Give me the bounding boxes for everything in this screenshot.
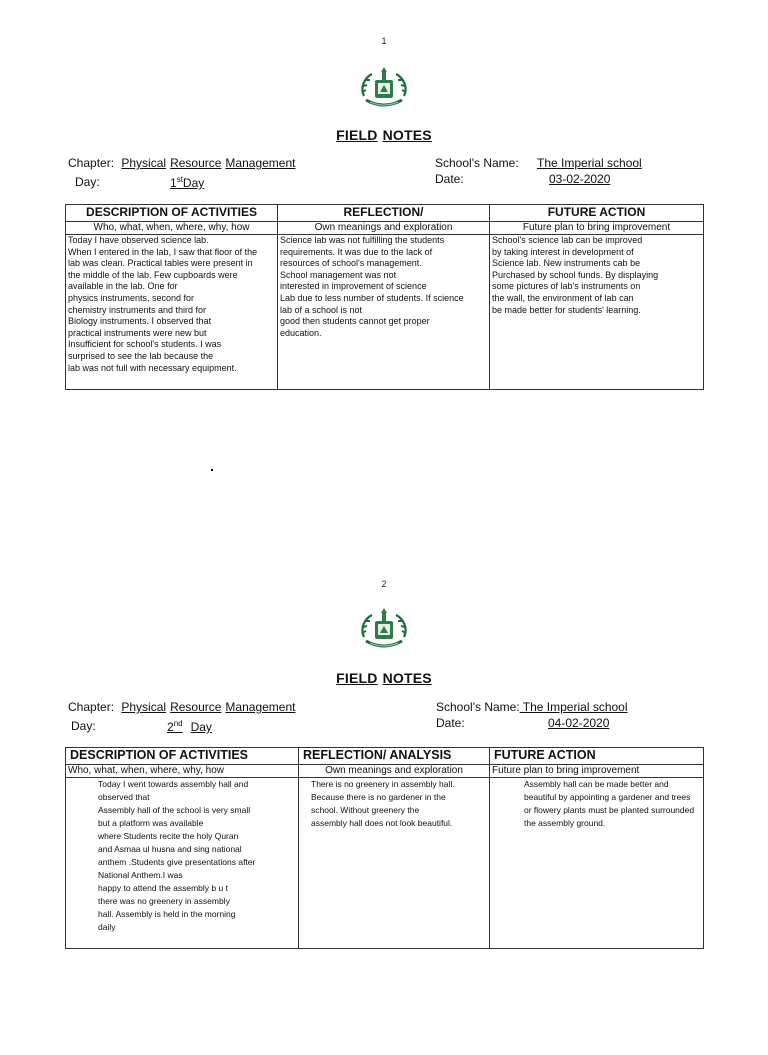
school-name-label: School's Name: <box>435 156 519 170</box>
date-label: Date: <box>435 172 464 186</box>
chapter-value: Physical Resource Management <box>121 700 296 714</box>
header-future-action: FUTURE ACTION <box>490 748 704 765</box>
header-description: DESCRIPTION OF ACTIVITIES <box>66 748 299 765</box>
school-name-value: The Imperial school <box>519 700 628 714</box>
chapter-label: Chapter: <box>68 156 115 170</box>
page-1 <box>0 0 768 512</box>
page-number: 1 <box>381 36 387 46</box>
day-value: 1stDay <box>170 175 205 190</box>
reflection-cell: Science lab was not fulfilling the students requirements. It was due to the lack of resources of school's management. School management was not interested in improvement of science Lab due to less number of students. If science lab of a school is not good then students cannot get proper education. <box>278 235 490 390</box>
date-value: 04-02-2020 <box>548 716 610 730</box>
day-label: Day: <box>75 175 100 189</box>
header-reflection: REFLECTION/ ANALYSIS <box>299 748 490 765</box>
page-2 <box>0 543 768 1055</box>
day-label: Day: <box>71 719 96 733</box>
date-value: 03-02-2020 <box>549 172 611 186</box>
field-notes-title: FIELD NOTES <box>336 127 432 143</box>
chapter-label: Chapter: <box>68 700 115 714</box>
description-cell: Today I went towards assembly hall and observed that Assembly hall of the school is very small but a platform was available where Students recite the holy Quran and Asmaa ul husna and sing national anthem .Students give presentations after National Anthem.I was happy to attend the assembly b u t there was no greenery in assembly hall. Assembly is held in the morning daily <box>66 778 299 949</box>
future-action-cell: Assembly hall can be made better and beautiful by appointing a gardener and trees or flowery plants must be planted surrounded the assembly ground. <box>490 778 704 949</box>
stray-mark <box>211 469 213 471</box>
page-number: 2 <box>381 579 387 589</box>
chapter-row <box>68 156 295 170</box>
header-description: DESCRIPTION OF ACTIVITIES <box>66 205 278 222</box>
field-notes-table <box>65 747 704 949</box>
subheader-reflection: Own meanings and exploration <box>278 222 490 235</box>
school-name-label: School's Name: The Imperial school <box>436 700 628 714</box>
subheader-future-action: Future plan to bring improvement <box>490 222 704 235</box>
description-cell: Today I have observed science lab. When I entered in the lab, I saw that floor of the lab was clean. Practical tables were present in the middle of the lab. Few cupboards were available in the lab. One for physics instruments, second for chemistry instruments and third for Biology instruments. I observed that practical instruments were new but Insufficient for school's students. I was surprised to see the lab because the lab was not full with necessary equipment. <box>66 235 278 390</box>
subheader-future-action: Future plan to bring improvement <box>490 765 704 778</box>
subheader-description: Who, what, when, where, why, how <box>66 222 278 235</box>
school-name-value: The Imperial school <box>537 156 642 170</box>
chapter-value: Physical Resource Management <box>121 156 296 170</box>
university-seal-logo <box>356 66 412 110</box>
subheader-reflection: Own meanings and exploration <box>299 765 490 778</box>
future-action-cell: School's science lab can be improved by taking interest in development of Science lab. New instruments cab be Purchased by school funds. By displaying some pictures of lab's instruments on the wall, the environment of lab can be made better for students' learning. <box>490 235 704 390</box>
chapter-row <box>68 700 295 714</box>
reflection-cell: There is no greenery in assembly hall. Because there is no gardener in the school. Without greenery the assembly hall does not look beautiful. <box>299 778 490 949</box>
header-reflection: REFLECTION/ <box>278 205 490 222</box>
university-seal-logo <box>356 607 412 651</box>
date-label: Date: <box>436 716 465 730</box>
field-notes-table <box>65 204 704 390</box>
subheader-description: Who, what, when, where, why, how <box>66 765 299 778</box>
day-value: 2nd Day <box>167 719 212 734</box>
header-future-action: FUTURE ACTION <box>490 205 704 222</box>
field-notes-title: FIELD NOTES <box>336 670 432 686</box>
